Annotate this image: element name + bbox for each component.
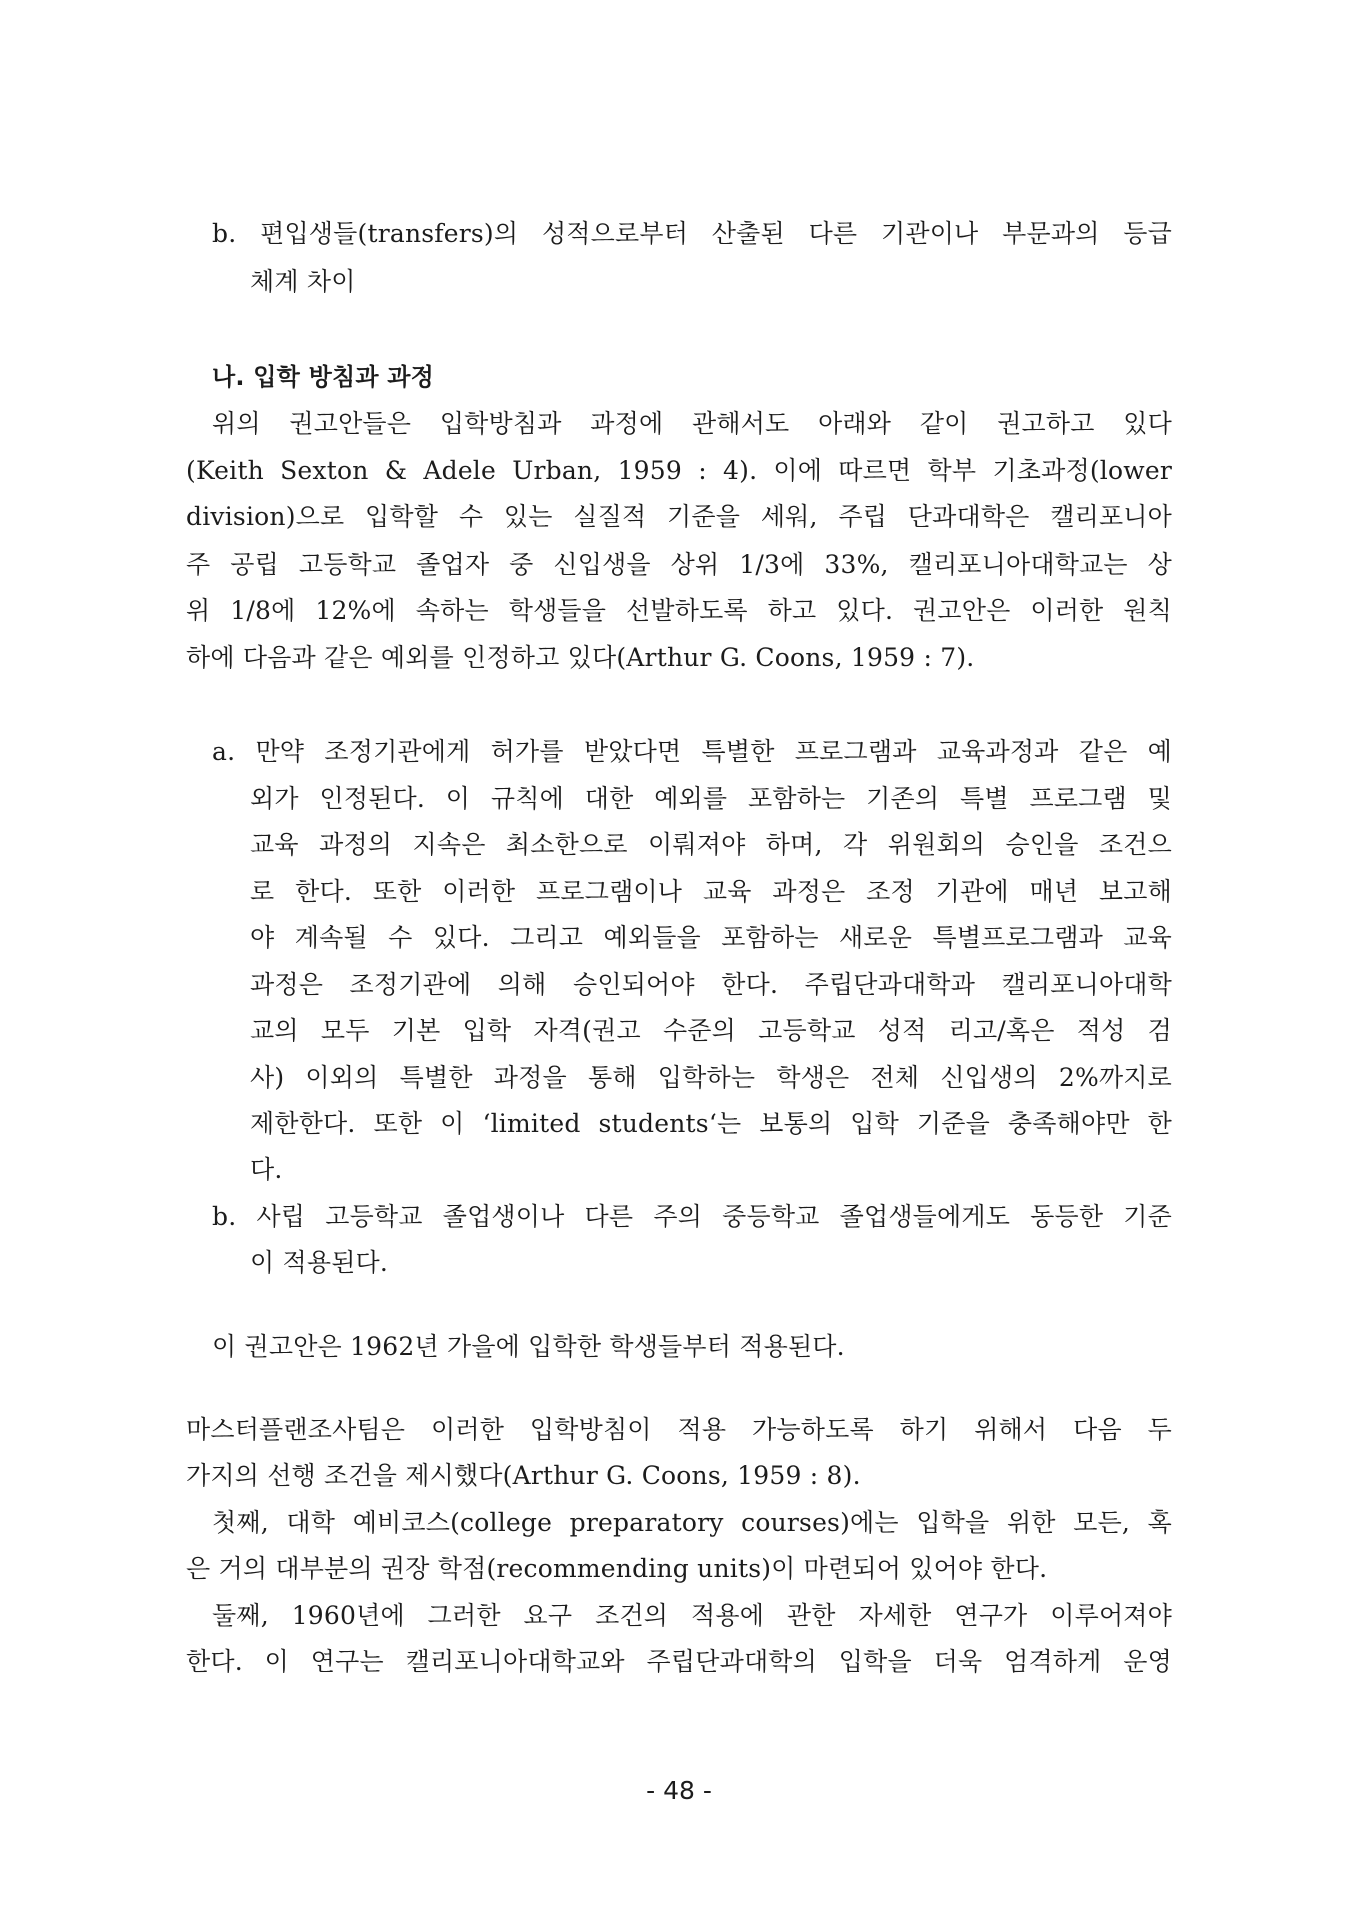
second-condition-line-1: 둘째, 1960년에 그러한 요구 조건의 적용에 관한 자세한 연구가 이루어져야 bbox=[212, 1601, 1172, 1630]
item-b-line-1: b. 사립 고등학교 졸업생이나 다른 주의 중등학교 졸업생들에게도 동등한 기준 bbox=[212, 1202, 1172, 1231]
item-a-line-2: 외가 인정된다. 이 규칙에 대한 예외를 포함하는 기존의 특별 프로그램 및 bbox=[250, 784, 1172, 813]
item-b-line-2: 이 적용된다. bbox=[250, 1248, 389, 1277]
section-heading: 나. 입학 방침과 과정 bbox=[212, 363, 435, 391]
intro-line-1: 위의 권고안들은 입학방침과 과정에 관해서도 아래와 같이 권고하고 있다 bbox=[212, 409, 1172, 438]
first-condition-line-2: 은 거의 대부분의 권장 학점(recommending units)이 마련되어 있어야 한다. bbox=[186, 1554, 1048, 1583]
item-a-line-8: 사) 이외의 특별한 과정을 통해 입학하는 학생은 전체 신입생의 2%까지로 bbox=[250, 1063, 1172, 1092]
intro-line-5: 위 1/8에 12%에 속하는 학생들을 선발하도록 하고 있다. 권고안은 이러한 원칙 bbox=[186, 596, 1172, 625]
item-a-line-9: 제한한다. 또한 이 ‘limited students‘는 보통의 입학 기준을 충족해야만 한 bbox=[250, 1109, 1172, 1138]
conditions-line-2: 가지의 선행 조건을 제시했다(Arthur G. Coons, 1959 : 8). bbox=[186, 1461, 861, 1490]
item-a-line-4: 로 한다. 또한 이러한 프로그램이나 교육 과정은 조정 기관에 매년 보고해 bbox=[250, 877, 1172, 906]
item-a-line-6: 과정은 조정기관에 의해 승인되어야 한다. 주립단과대학과 캘리포니아대학 bbox=[250, 970, 1172, 999]
first-condition-line-1: 첫째, 대학 예비코스(college preparatory courses)에는 입학을 위한 모든, 혹 bbox=[212, 1508, 1172, 1537]
intro-line-2: (Keith Sexton & Adele Urban, 1959 : 4). 이에 따르면 학부 기초과정(lower bbox=[186, 456, 1172, 485]
intro-line-6: 하에 다음과 같은 예외를 인정하고 있다(Arthur G. Coons, 1959 : 7). bbox=[186, 643, 975, 672]
conditions-line-1: 마스터플랜조사팀은 이러한 입학방침이 적용 가능하도록 하기 위해서 다음 두 bbox=[186, 1415, 1172, 1444]
item-a-line-10: 다. bbox=[250, 1155, 283, 1184]
item-a-line-7: 교의 모두 기본 입학 자격(권고 수준의 고등학교 성적 리고/혹은 적성 검 bbox=[250, 1016, 1172, 1045]
transfers-item-line-2: 체계 차이 bbox=[250, 267, 356, 296]
second-condition-line-2: 한다. 이 연구는 캘리포니아대학교와 주립단과대학의 입학을 더욱 엄격하게 운영 bbox=[186, 1647, 1172, 1676]
transfers-item-line-1: b. 편입생들(transfers)의 성적으로부터 산출된 다른 기관이나 부문과의 등급 bbox=[212, 219, 1172, 248]
item-a-line-1: a. 만약 조정기관에게 허가를 받았다면 특별한 프로그램과 교육과정과 같은 예 bbox=[212, 737, 1172, 766]
page-number: - 48 - bbox=[646, 1776, 712, 1805]
intro-line-3: division)으로 입학할 수 있는 실질적 기준을 세워, 주립 단과대학은 캘리포니아 bbox=[186, 502, 1172, 531]
applied-sentence: 이 권고안은 1962년 가을에 입학한 학생들부터 적용된다. bbox=[212, 1332, 845, 1361]
intro-line-4: 주 공립 고등학교 졸업자 중 신입생을 상위 1/3에 33%, 캘리포니아대학교는 상 bbox=[186, 550, 1172, 579]
item-a-line-3: 교육 과정의 지속은 최소한으로 이뤄져야 하며, 각 위원회의 승인을 조건으 bbox=[250, 830, 1172, 859]
item-a-line-5: 야 계속될 수 있다. 그리고 예외들을 포함하는 새로운 특별프로그램과 교육 bbox=[250, 923, 1172, 952]
